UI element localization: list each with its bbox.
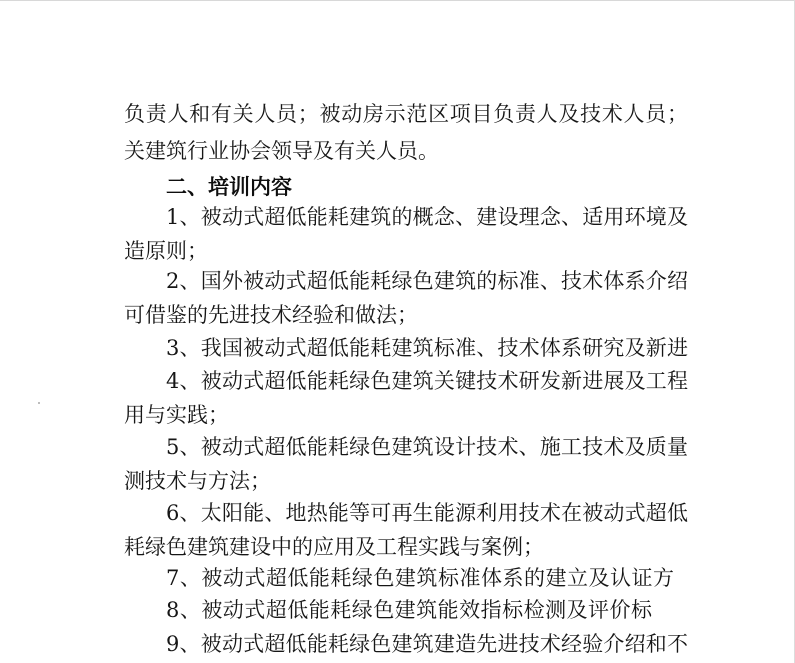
- list-item-4-line-1: 4、被动式超低能耗绿色建筑关键技术研发新进展及工程: [166, 369, 688, 393]
- scan-top-edge: [0, 0, 795, 1]
- list-item-5-line-2: 测技术与方法；: [124, 469, 271, 493]
- list-item-8-line-1: 8、被动式超低能耗绿色建筑能效指标检测及评价标: [166, 598, 652, 622]
- list-item-6-line-2: 耗绿色建筑建设中的应用及工程实践与案例；: [124, 535, 544, 559]
- list-item-5-line-1: 5、被动式超低能耗绿色建筑设计技术、施工技术及质量: [166, 435, 688, 459]
- list-item-7-line-1: 7、被动式超低能耗绿色建筑标准体系的建立及认证方: [166, 566, 674, 590]
- list-item-9-line-1: 9、被动式超低能耗绿色建筑建造先进技术经验介绍和不: [166, 632, 688, 656]
- list-item-4-line-2: 用与实践；: [124, 403, 229, 427]
- section-heading: 二、培训内容: [166, 174, 292, 199]
- scan-speck: [38, 402, 40, 404]
- paragraph-continuation-line-1: 负责人和有关人员；被动房示范区项目负责人及技术人员；: [124, 102, 688, 126]
- list-item-1-line-2: 造原则；: [124, 239, 208, 263]
- list-item-2-line-2: 可借鉴的先进技术经验和做法；: [124, 303, 418, 327]
- list-item-6-line-1: 6、太阳能、地热能等可再生能源利用技术在被动式超低: [166, 501, 688, 525]
- list-item-3-line-1: 3、我国被动式超低能耗建筑标准、技术体系研究及新进: [166, 336, 688, 360]
- list-item-1-line-1: 1、被动式超低能耗建筑的概念、建设理念、适用环境及: [166, 205, 688, 229]
- list-item-2-line-1: 2、国外被动式超低能耗绿色建筑的标准、技术体系介绍: [166, 269, 688, 293]
- paragraph-continuation-line-2: 关建筑行业协会领导及有关人员。: [124, 139, 439, 163]
